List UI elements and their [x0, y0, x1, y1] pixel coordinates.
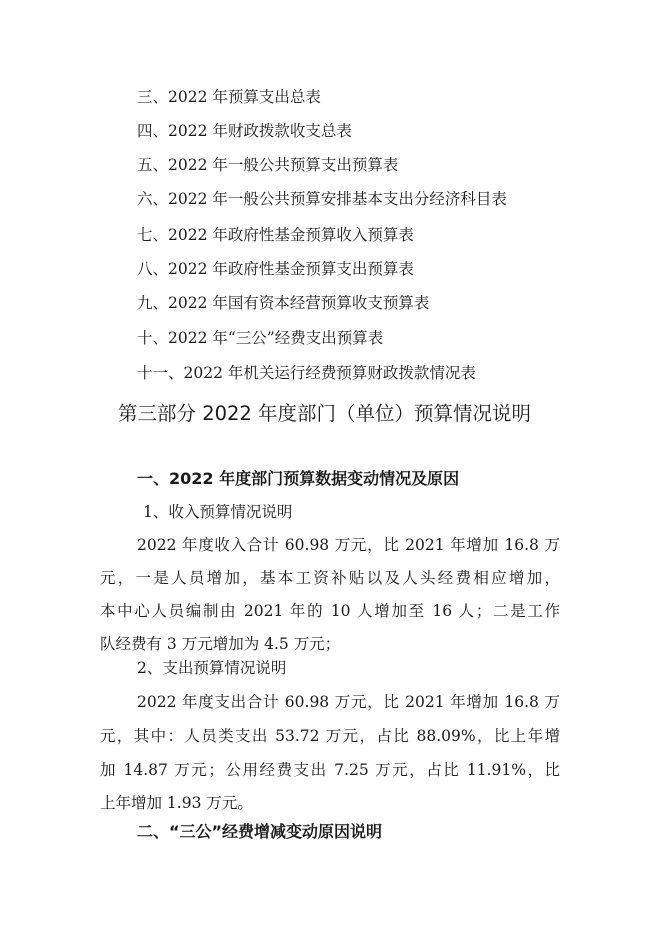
- toc-item: 九、2022 年国有资本经营预算收支预算表: [137, 294, 430, 312]
- toc-item: 十、2022 年“三公”经费支出预算表: [137, 329, 384, 347]
- paragraph-line: 2022 年度收入合计 60.98 万元，比 2021 年增加 16.8 万: [137, 536, 560, 554]
- paragraph-line: 本中心人员编制由 2021 年的 10 人增加至 16 人；二是工作: [100, 602, 560, 620]
- paragraph-line: 队经费有 3 万元增加为 4.5 万元；: [100, 635, 341, 653]
- paragraph-line: 元，一是人员增加，基本工资补贴以及人头经费相应增加，: [100, 569, 560, 587]
- section-heading: 二、“三公”经费增减变动原因说明: [137, 822, 383, 841]
- part-title: 第三部分 2022 年度部门（单位）预算情况说明: [118, 402, 532, 425]
- paragraph-line: 上年增加 1.93 万元。: [100, 794, 253, 812]
- paragraph-line: 加 14.87 万元；公用经费支出 7.25 万元，占比 11.91%，比: [100, 761, 560, 779]
- section-heading: 一、2022 年度部门预算数据变动情况及原因: [137, 469, 460, 488]
- subheading: 2、支出预算情况说明: [137, 659, 287, 677]
- toc-item: 三、2022 年预算支出总表: [137, 88, 321, 106]
- toc-item: 六、2022 年一般公共预算安排基本支出分经济科目表: [137, 190, 507, 208]
- toc-item: 七、2022 年政府性基金预算收入预算表: [137, 226, 414, 244]
- toc-item: 十一、2022 年机关运行经费预算财政拨款情况表: [137, 364, 476, 382]
- toc-item: 八、2022 年政府性基金预算支出预算表: [137, 260, 414, 278]
- subheading: 1、收入预算情况说明: [143, 503, 293, 521]
- paragraph-line: 元，其中：人员类支出 53.72 万元，占比 88.09%，比上年增: [100, 727, 560, 745]
- toc-item: 五、2022 年一般公共预算支出预算表: [137, 156, 399, 174]
- paragraph-line: 2022 年度支出合计 60.98 万元，比 2021 年增加 16.8 万: [137, 693, 560, 711]
- toc-item: 四、2022 年财政拨款收支总表: [137, 122, 352, 140]
